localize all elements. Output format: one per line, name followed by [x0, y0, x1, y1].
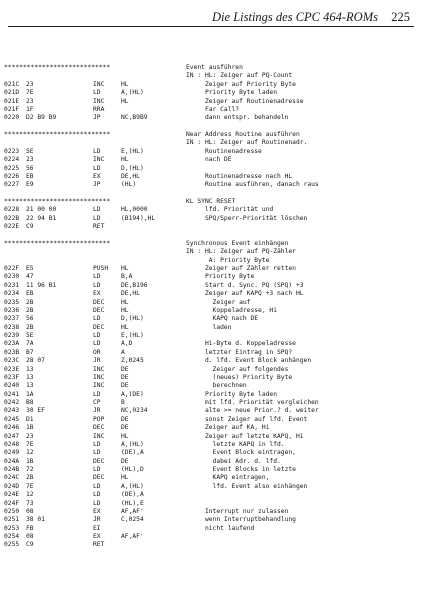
listing-line [2, 374, 420, 382]
listing-line [2, 215, 420, 223]
operand: DE [121, 365, 129, 373]
listing-line [2, 248, 420, 256]
address: 0249 [4, 449, 20, 457]
comment: dabei Adr. d. lfd. [186, 457, 281, 465]
address: 0237 [4, 315, 20, 323]
operand: DE,B196 [121, 281, 148, 289]
listing-line [2, 433, 420, 441]
separator-stars: **************************** [4, 198, 111, 205]
listing-line [2, 139, 420, 147]
operand: A,(DE) [121, 390, 144, 398]
separator-stars: **************************** [4, 131, 111, 138]
operand: NC,B9B9 [121, 114, 148, 122]
opcode-bytes: 1B [26, 457, 34, 465]
listing-line [2, 340, 420, 348]
listing-line [2, 114, 420, 122]
listing-line [2, 223, 420, 231]
address: 0236 [4, 306, 20, 314]
operand: HL [121, 306, 129, 314]
operand: (HL),D [121, 466, 144, 473]
opcode-bytes: 28 07 [26, 357, 45, 365]
comment: sonst Zeiger auf lfd. Event [186, 415, 308, 423]
comment: Zeiger auf Priority Byte [186, 80, 296, 88]
listing-line [2, 525, 420, 533]
operand: DE [121, 373, 129, 381]
comment: lfd. Event also einhängen [186, 482, 308, 490]
mnemonic: INC [93, 156, 105, 164]
operand: Z,0245 [121, 357, 144, 365]
address: 0255 [4, 541, 20, 549]
opcode-bytes: C9 [26, 541, 34, 549]
opcode-bytes: 7E [26, 482, 34, 490]
comment: KAPQ eintragen, [186, 474, 270, 482]
separator-stars: **************************** [4, 64, 111, 71]
opcode-bytes: 7A [26, 340, 34, 348]
listing-line [2, 173, 420, 181]
listing-line [2, 299, 420, 307]
address: 023B [4, 348, 20, 356]
opcode-bytes: 23 [26, 97, 34, 105]
mnemonic: LD [93, 440, 101, 448]
opcode-bytes: 47 [26, 273, 34, 281]
listing-line [2, 324, 420, 332]
operand: AF,AF' [121, 533, 144, 540]
listing-line [2, 399, 420, 407]
comment: IN : HL: Zeiger auf PQ-Count [186, 72, 293, 80]
opcode-bytes: 7E [26, 89, 34, 97]
comment: laden [186, 323, 232, 331]
opcode-bytes: 08 [26, 533, 34, 540]
comment: wenn Interruptbehandlung [186, 516, 296, 524]
opcode-bytes: D1 [26, 415, 34, 423]
mnemonic: RET [93, 223, 105, 231]
address: 024A [4, 457, 20, 465]
mnemonic: JP [93, 114, 101, 122]
address: 021C [4, 80, 20, 88]
opcode-bytes: C9 [26, 223, 34, 231]
opcode-bytes: B7 [26, 348, 34, 356]
assembly-listing [2, 64, 420, 550]
opcode-bytes: 22 94 B1 [26, 214, 57, 222]
operand: (DE),A [121, 449, 144, 457]
opcode-bytes: 13 [26, 365, 34, 373]
address: 0242 [4, 399, 20, 406]
operand: A,D [121, 340, 133, 348]
mnemonic: POP [93, 415, 105, 423]
listing-line [2, 407, 420, 415]
address: 0220 [4, 114, 20, 122]
operand: HL [121, 80, 129, 88]
mnemonic: LD [93, 273, 101, 281]
listing-line [2, 533, 420, 541]
mnemonic: LD [93, 482, 101, 490]
listing-line [2, 466, 420, 474]
listing-line [2, 156, 420, 164]
address: 0223 [4, 147, 20, 155]
listing-line [2, 391, 420, 399]
opcode-bytes: 38 01 [26, 516, 45, 524]
mnemonic: INC [93, 365, 105, 373]
address: 0226 [4, 172, 20, 180]
mnemonic: LD [93, 214, 101, 222]
listing-line [2, 181, 420, 189]
opcode-bytes: 2B [26, 306, 34, 314]
opcode-bytes: 13 [26, 373, 34, 381]
operand: DE [121, 457, 129, 465]
listing-line [2, 273, 420, 281]
mnemonic: LD [93, 499, 101, 507]
address: 0227 [4, 181, 20, 189]
mnemonic: LD [93, 390, 101, 398]
mnemonic: LD [93, 164, 101, 172]
opcode-bytes: 21 00 00 [26, 206, 57, 214]
comment: nach DE [186, 156, 232, 164]
address: 0250 [4, 507, 20, 515]
listing-line [2, 332, 420, 340]
address: 023A [4, 340, 20, 348]
listing-line [2, 240, 420, 248]
comment: berechnen [186, 382, 247, 390]
listing-line [2, 64, 420, 72]
comment: letzte KAPQ in lfd. [186, 440, 285, 448]
address: 023F [4, 373, 20, 381]
operand: A,(HL) [121, 89, 144, 97]
address: 0231 [4, 281, 20, 289]
comment: nicht laufend [186, 524, 255, 532]
listing-line [2, 290, 420, 298]
address: 0239 [4, 332, 20, 339]
mnemonic: LD [93, 340, 101, 348]
listing-line [2, 89, 420, 97]
opcode-bytes: 12 [26, 491, 34, 499]
listing-line [2, 282, 420, 290]
address: 024D [4, 482, 20, 490]
operand: (DE),A [121, 491, 144, 499]
comment: Routine ausführen, danach raus [186, 181, 319, 189]
mnemonic: INC [93, 382, 105, 390]
address: 0224 [4, 156, 20, 164]
opcode-bytes: 2B [26, 474, 34, 482]
listing-line [2, 449, 420, 457]
operand: (B194),HL [121, 214, 156, 222]
opcode-bytes: 12 [26, 449, 34, 457]
listing-line [2, 416, 420, 424]
comment: Zeiger auf [186, 298, 251, 306]
address: 0240 [4, 382, 20, 390]
address: 024C [4, 474, 20, 482]
address: 024F [4, 499, 20, 507]
mnemonic: LD [93, 491, 101, 499]
opcode-bytes: 23 [26, 156, 34, 164]
comment: KAPQ nach DE [186, 315, 259, 323]
address: 0253 [4, 524, 20, 532]
comment: Start d. Sync. PQ (SPQ) +3 [186, 281, 304, 289]
opcode-bytes: 08 [26, 507, 34, 515]
mnemonic: EX [93, 172, 101, 180]
listing-line [2, 474, 420, 482]
comment: Routinenadresse nach HL [186, 172, 293, 180]
mnemonic: INC [93, 97, 105, 105]
listing-line [2, 315, 420, 323]
opcode-bytes: 72 [26, 466, 34, 473]
listing-line [2, 165, 420, 173]
operand: HL [121, 97, 129, 105]
page-number: 225 [391, 10, 410, 24]
opcode-bytes: 5E [26, 147, 34, 155]
operand: C,0254 [121, 516, 144, 524]
mnemonic: EX [93, 507, 101, 515]
listing-line [2, 500, 420, 508]
comment: Koppeladresse, Hi [186, 306, 277, 314]
operand: A,(HL) [121, 440, 144, 448]
listing-line [2, 265, 420, 273]
opcode-bytes: 56 [26, 315, 34, 323]
comment: Far Call? [186, 105, 240, 113]
mnemonic: LD [93, 281, 101, 289]
opcode-bytes: 23 [26, 432, 34, 440]
mnemonic: DEC [93, 474, 105, 482]
operand: E,(HL) [121, 332, 144, 339]
comment: IN : HL: Zeiger auf Routinenadr. [186, 139, 308, 147]
operand: DE [121, 424, 129, 432]
listing-line [2, 198, 420, 206]
operand: NC,0234 [121, 407, 148, 415]
opcode-bytes: 13 [26, 382, 34, 390]
comment: dann entspr. behandeln [186, 114, 289, 122]
address: 0243 [4, 407, 20, 415]
opcode-bytes: 1A [26, 390, 34, 398]
operand: DE,HL [121, 290, 140, 298]
comment: Zeiger auf Zähler retten [186, 265, 296, 272]
comment: d. lfd. Event Block anhängen [186, 357, 312, 365]
comment: Near Address Routine ausführen [186, 131, 300, 138]
mnemonic: EX [93, 290, 101, 298]
opcode-bytes: EB [26, 172, 34, 180]
comment: letzter Eintrag in SPQ? [186, 348, 293, 356]
mnemonic: LD [93, 332, 101, 339]
comment: lfd. Priorität und [186, 206, 274, 214]
opcode-bytes: B8 [26, 399, 34, 406]
mnemonic: LD [93, 89, 101, 97]
listing-line [2, 81, 420, 89]
comment: Synchronous Event einhängen [186, 239, 289, 247]
mnemonic: JR [93, 357, 101, 365]
address: 0251 [4, 516, 20, 524]
operand: A [121, 348, 125, 356]
mnemonic: EX [93, 533, 101, 540]
listing-line [2, 491, 420, 499]
address: 023E [4, 365, 20, 373]
opcode-bytes: FB [26, 524, 34, 532]
listing-line [2, 541, 420, 549]
address: 0238 [4, 323, 20, 331]
address: 0230 [4, 273, 20, 281]
mnemonic: LD [93, 315, 101, 323]
comment: Event Block eintragen, [186, 449, 296, 457]
operand: DE [121, 382, 129, 390]
address: 0228 [4, 206, 20, 214]
operand: E,(HL) [121, 147, 144, 155]
address: 0247 [4, 432, 20, 440]
mnemonic: DEC [93, 457, 105, 465]
comment: Hi-Byte d. Koppeladresse [186, 340, 296, 348]
page-header [0, 4, 422, 26]
comment: Priority Byte laden [186, 89, 277, 97]
listing-line [2, 508, 420, 516]
opcode-bytes: E9 [26, 181, 34, 189]
listing-line [2, 148, 420, 156]
address: 0254 [4, 533, 20, 540]
mnemonic: LD [93, 147, 101, 155]
operand: (HL) [121, 181, 137, 189]
mnemonic: CP [93, 399, 101, 406]
mnemonic: LD [93, 206, 101, 214]
operand: D,(HL) [121, 164, 144, 172]
comment: Priority Byte [186, 273, 255, 281]
mnemonic: INC [93, 432, 105, 440]
address: 0246 [4, 424, 20, 432]
mnemonic: DEC [93, 298, 105, 306]
comment: Zeiger auf KAPQ +3 nach HL [186, 290, 304, 298]
listing-line [2, 441, 420, 449]
operand: A,(HL) [121, 482, 144, 490]
opcode-bytes: 1F [26, 105, 34, 113]
listing-line [2, 307, 420, 315]
comment: Event Blocks in letzte [186, 466, 296, 473]
comment: alte >= neue Prior.? d. weiter [186, 407, 319, 415]
separator-stars: **************************** [4, 239, 111, 247]
opcode-bytes: 11 96 B1 [26, 281, 57, 289]
comment: Zeiger auf letzte KAPQ, Hi [186, 432, 304, 440]
address: 021F [4, 105, 20, 113]
opcode-bytes: 2B [26, 323, 34, 331]
operand: HL [121, 156, 129, 164]
address: 0235 [4, 298, 20, 306]
operand: DE [121, 415, 129, 423]
operand: HL [121, 298, 129, 306]
opcode-bytes: EB [26, 290, 34, 298]
address: 024E [4, 491, 20, 499]
listing-line [2, 190, 420, 198]
listing-line [2, 516, 420, 524]
comment: KL SYNC RESET [186, 198, 236, 205]
listing-line [2, 366, 420, 374]
listing-line [2, 424, 420, 432]
comment: Event ausführen [186, 64, 243, 71]
address: 022F [4, 265, 20, 272]
mnemonic: OR [93, 348, 101, 356]
listing-line [2, 382, 420, 390]
operand: B [121, 399, 125, 406]
header-rule [8, 26, 414, 27]
address: 0234 [4, 290, 20, 298]
opcode-bytes: 2B [26, 298, 34, 306]
comment: Interrupt nur zulassen [186, 507, 289, 515]
address: 0225 [4, 164, 20, 172]
mnemonic: RET [93, 541, 105, 549]
opcode-bytes: 5E [26, 332, 34, 339]
listing-line [2, 349, 420, 357]
opcode-bytes: 23 [26, 80, 34, 88]
operand: (HL),E [121, 499, 144, 507]
listing-line [2, 483, 420, 491]
opcode-bytes: 73 [26, 499, 34, 507]
running-title: Die Listings des CPC 464-ROMs [212, 10, 378, 24]
operand: B,A [121, 273, 133, 281]
mnemonic: JR [93, 516, 101, 524]
listing-line [2, 257, 420, 265]
opcode-bytes: D2 B9 B9 [26, 114, 57, 122]
comment: mit lfd. Priorität vergleichen [186, 399, 319, 406]
listing-line [2, 72, 420, 80]
comment: IN : HL: Zeiger auf PQ-Zähler [186, 248, 296, 256]
listing-line [2, 98, 420, 106]
address: 023C [4, 357, 20, 365]
mnemonic: INC [93, 80, 105, 88]
mnemonic: DEC [93, 323, 105, 331]
opcode-bytes: 30 EF [26, 407, 45, 415]
listing-line [2, 357, 420, 365]
address: 0241 [4, 390, 20, 398]
listing-line [2, 232, 420, 240]
mnemonic: PUSH [93, 265, 109, 272]
address: 021D [4, 89, 20, 97]
listing-line [2, 131, 420, 139]
listing-line [2, 458, 420, 466]
operand: HL [121, 432, 129, 440]
mnemonic: RRA [93, 105, 105, 113]
address: 0248 [4, 440, 20, 448]
comment: Zeiger auf Routinenadresse [186, 97, 304, 105]
operand: HL [121, 323, 129, 331]
operand: HL [121, 474, 129, 482]
operand: AF,AF' [121, 507, 144, 515]
opcode-bytes: 1B [26, 424, 34, 432]
operand: HL,0000 [121, 206, 148, 214]
address: 0245 [4, 415, 20, 423]
mnemonic: JP [93, 181, 101, 189]
comment: Priority Byte laden [186, 390, 277, 398]
comment: Zeiger auf folgendes [186, 365, 289, 373]
mnemonic: EI [93, 524, 101, 532]
operand: D,(HL) [121, 315, 144, 323]
comment: A: Priority Byte [186, 256, 270, 264]
mnemonic: JR [93, 407, 101, 415]
mnemonic: DEC [93, 424, 105, 432]
mnemonic: INC [93, 373, 105, 381]
address: 024B [4, 466, 20, 473]
listing-line [2, 106, 420, 114]
operand: DE,HL [121, 172, 140, 180]
mnemonic: DEC [93, 306, 105, 314]
listing-line [2, 123, 420, 131]
comment: Zeiger auf KA, Hi [186, 424, 270, 432]
comment: Routinenadresse [186, 147, 262, 155]
opcode-bytes: E5 [26, 265, 34, 272]
mnemonic: LD [93, 466, 101, 473]
opcode-bytes: 7E [26, 440, 34, 448]
address: 021E [4, 97, 20, 105]
opcode-bytes: 56 [26, 164, 34, 172]
address: 022B [4, 214, 20, 222]
listing-line [2, 206, 420, 214]
comment: (neues) Priority Byte [186, 373, 293, 381]
address: 022E [4, 223, 20, 231]
mnemonic: LD [93, 449, 101, 457]
comment: SPQ/Sperr-Priorität löschen [186, 214, 308, 222]
operand: HL [121, 265, 129, 272]
